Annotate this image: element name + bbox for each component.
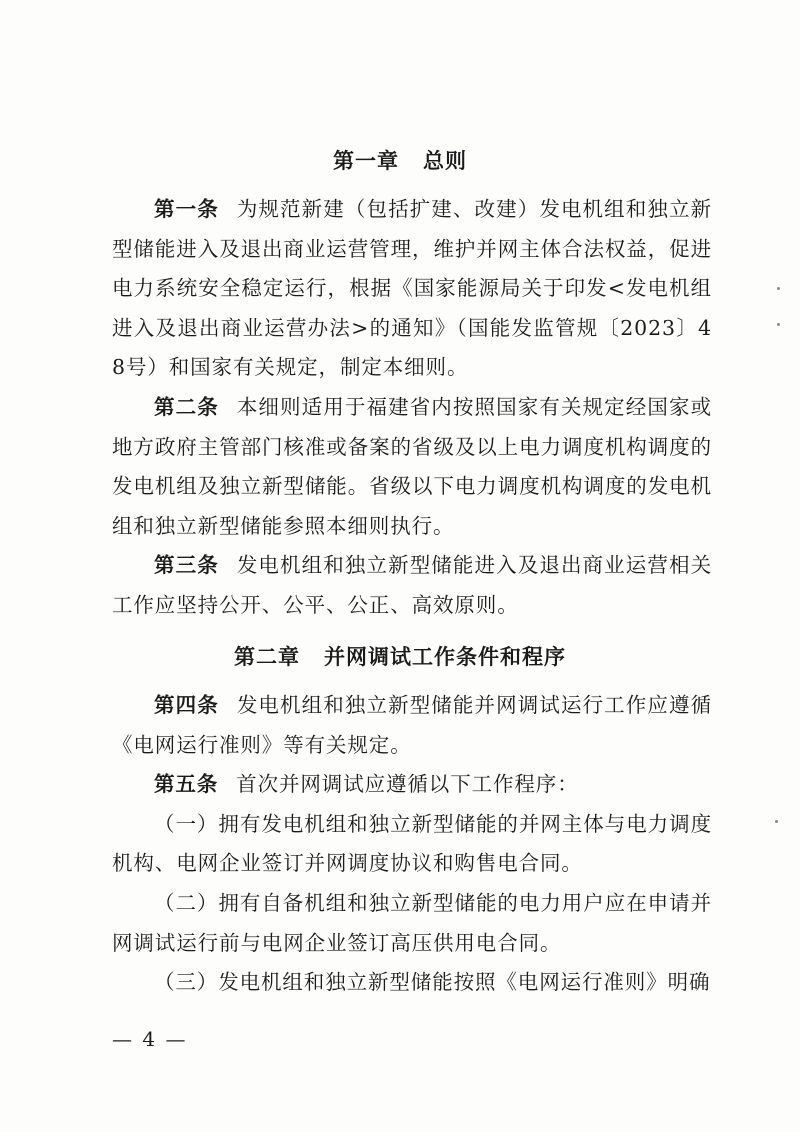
chapter-2-number: 第二章 bbox=[234, 645, 300, 669]
article-1-label: 第一条 bbox=[154, 197, 219, 221]
scan-speck bbox=[775, 820, 778, 823]
article-5-text: 首次并网调试应遵循以下工作程序： bbox=[236, 772, 579, 797]
chapter-1-body bbox=[112, 190, 712, 626]
scan-speck bbox=[777, 323, 780, 326]
article-2-text: 本细则适用于福建省内按照国家有关规定经国家或地方政府主管部门核准或备案的省级及以上电力调度机构调度的发电机组及独立新型储能。省级以下电力调度机构调度的发电机组和独立新型储能参照本细则执行。 bbox=[112, 394, 712, 538]
article-1-text: 为规范新建（包括扩建、改建）发电机组和独立新型储能进入及退出商业运营管理，维护并网主体合法权益，促进电力系统安全稳定运行，根据《国家能源局关于印发<发电机组进入及退出商业运营办法>的通知》（国能发监管规〔2023〕48号）和国家有关规定，制定本细则。 bbox=[112, 197, 712, 380]
article-3-label: 第三条 bbox=[154, 553, 219, 578]
page-number: — 4 — bbox=[112, 1027, 188, 1051]
article-3-text: 发电机组和独立新型储能进入及退出商业运营相关工作应坚持公开、公平、公正、高效原则。 bbox=[112, 553, 712, 617]
article-1 bbox=[112, 190, 712, 388]
article-2-label: 第二条 bbox=[154, 394, 219, 419]
chapter-2-heading bbox=[0, 642, 800, 672]
chapter-2-title: 并网调试工作条件和程序 bbox=[324, 645, 566, 669]
article-3 bbox=[112, 546, 712, 625]
article-5 bbox=[112, 765, 712, 805]
article-5-label: 第五条 bbox=[154, 772, 219, 797]
article-4 bbox=[112, 686, 712, 765]
item-2: （二）拥有自备机组和独立新型储能的电力用户应在申请并网调试运行前与电网企业签订高压供用电合同。 bbox=[112, 890, 712, 955]
chapter-1-heading bbox=[0, 146, 800, 176]
article-4-label: 第四条 bbox=[154, 693, 219, 717]
article-4-text: 发电机组和独立新型储能并网调试运行工作应遵循《电网运行准则》等有关规定。 bbox=[112, 693, 712, 757]
item-3: （三）发电机组和独立新型储能按照《电网运行准则》明确 bbox=[154, 970, 711, 995]
item-1: （一）拥有发电机组和独立新型储能的并网主体与电力调度机构、电网企业签订并网调度协议和购售电合同。 bbox=[112, 811, 712, 876]
chapter-1-title: 总则 bbox=[423, 149, 467, 173]
article-2 bbox=[112, 388, 712, 546]
chapter-1-number: 第一章 bbox=[333, 149, 399, 173]
chapter-2-body bbox=[112, 686, 712, 1003]
scan-speck bbox=[777, 287, 780, 290]
